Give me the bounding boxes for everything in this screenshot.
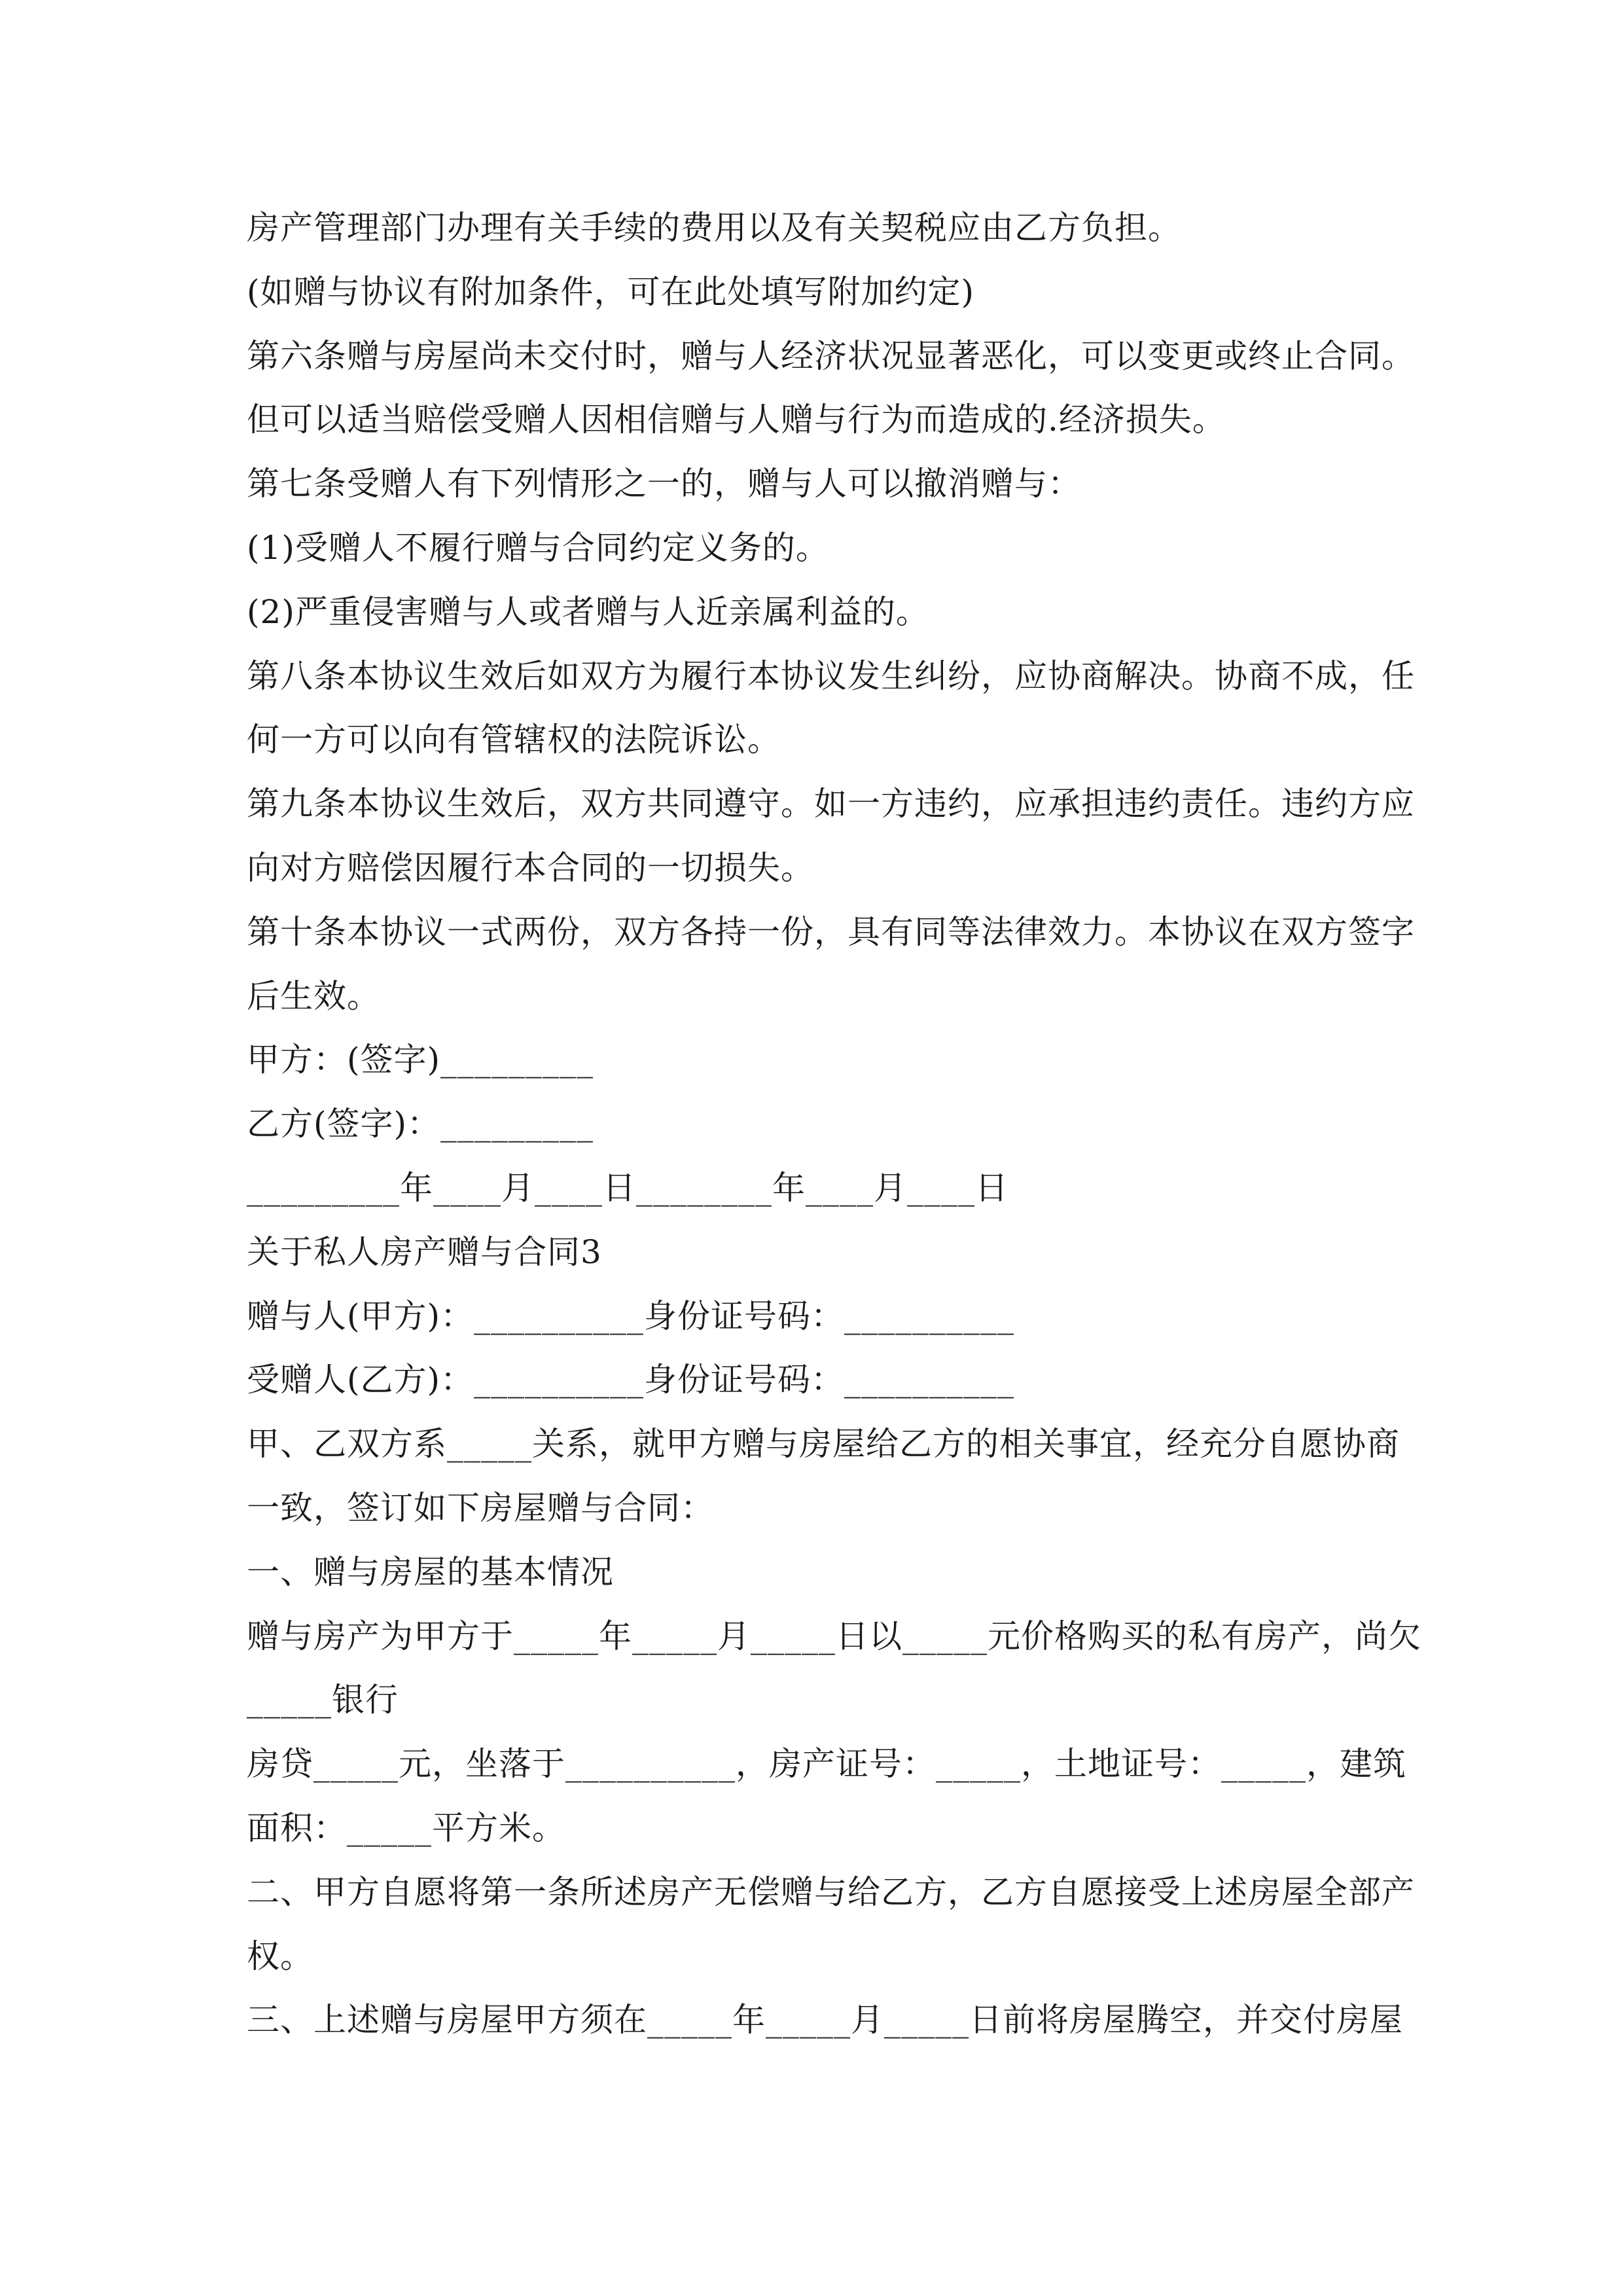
paragraph-line: 第七条受赠人有下列情形之一的，赠与人可以撤消赠与： — [247, 465, 1081, 503]
paragraph-line: 第十条本协议一式两份，双方各持一份，具有同等法律效力。本协议在双方签字 — [247, 912, 1415, 951]
date-line: _________年____月____日________年____月____日 — [247, 1168, 1008, 1207]
paragraph-line: 但可以适当赔偿受赠人因相信赠与人赠与行为而造成的.经济损失。 — [247, 401, 1226, 439]
paragraph-line: 权。 — [247, 1937, 313, 1975]
paragraph-line: 面积：_____平方米。 — [247, 1808, 565, 1847]
paragraph-line: 后生效。 — [247, 977, 380, 1015]
list-item: (1)受赠人不履行赠与合同约定义务的。 — [247, 528, 829, 567]
paragraph-line: (如赠与协议有附加条件，可在此处填写附加约定) — [247, 272, 975, 311]
donee-info-line: 受赠人(乙方)：__________身份证号码：__________ — [247, 1361, 1015, 1399]
paragraph-line: 向对方赔偿因履行本合同的一切损失。 — [247, 848, 814, 887]
list-item: (2)严重侵害赠与人或者赠与人近亲属利益的。 — [247, 592, 929, 631]
paragraph-line: 二、甲方自愿将第一条所述房产无偿赠与给乙方，乙方自愿接受上述房屋全部产 — [247, 1873, 1415, 1911]
paragraph-line: 第八条本协议生效后如双方为履行本协议发生纠纷，应协商解决。协商不成，任 — [247, 656, 1415, 695]
paragraph-line: 赠与房产为甲方于_____年_____月_____日以_____元价格购买的私有房产，尚欠 — [247, 1617, 1421, 1655]
paragraph-line: 第六条赠与房屋尚未交付时，赠与人经济状况显著恶化，可以变更或终止合同。 — [247, 336, 1415, 375]
paragraph-line: 房贷_____元，坐落于__________，房产证号：_____，土地证号：_____，建筑 — [247, 1745, 1406, 1784]
clause-heading: 一、赠与房屋的基本情况 — [247, 1552, 614, 1591]
paragraph-line: 一致，签订如下房屋赠与合同： — [247, 1488, 714, 1527]
signature-line-party-b: 乙方(签字)：_________ — [247, 1105, 594, 1143]
donor-info-line: 赠与人(甲方)：__________身份证号码：__________ — [247, 1297, 1015, 1335]
paragraph-line: 三、上述赠与房屋甲方须在_____年_____月_____日前将房屋腾空，并交付房屋 — [247, 2001, 1403, 2039]
paragraph-line: 第九条本协议生效后，双方共同遵守。如一方违约，应承担违约责任。违约方应 — [247, 785, 1415, 823]
paragraph-line: _____银行 — [247, 1681, 399, 1719]
paragraph-line: 房产管理部门办理有关手续的费用以及有关契税应由乙方负担。 — [247, 209, 1181, 247]
paragraph-line: 何一方可以向有管辖权的法院诉讼。 — [247, 721, 781, 759]
document-body — [247, 196, 1421, 2053]
paragraph-line: 甲、乙双方系_____关系，就甲方赠与房屋给乙方的相关事宜，经充分自愿协商 — [247, 1425, 1400, 1463]
section-title: 关于私人房产赠与合同3 — [247, 1232, 602, 1271]
signature-line-party-a: 甲方：(签字)_________ — [247, 1041, 594, 1079]
